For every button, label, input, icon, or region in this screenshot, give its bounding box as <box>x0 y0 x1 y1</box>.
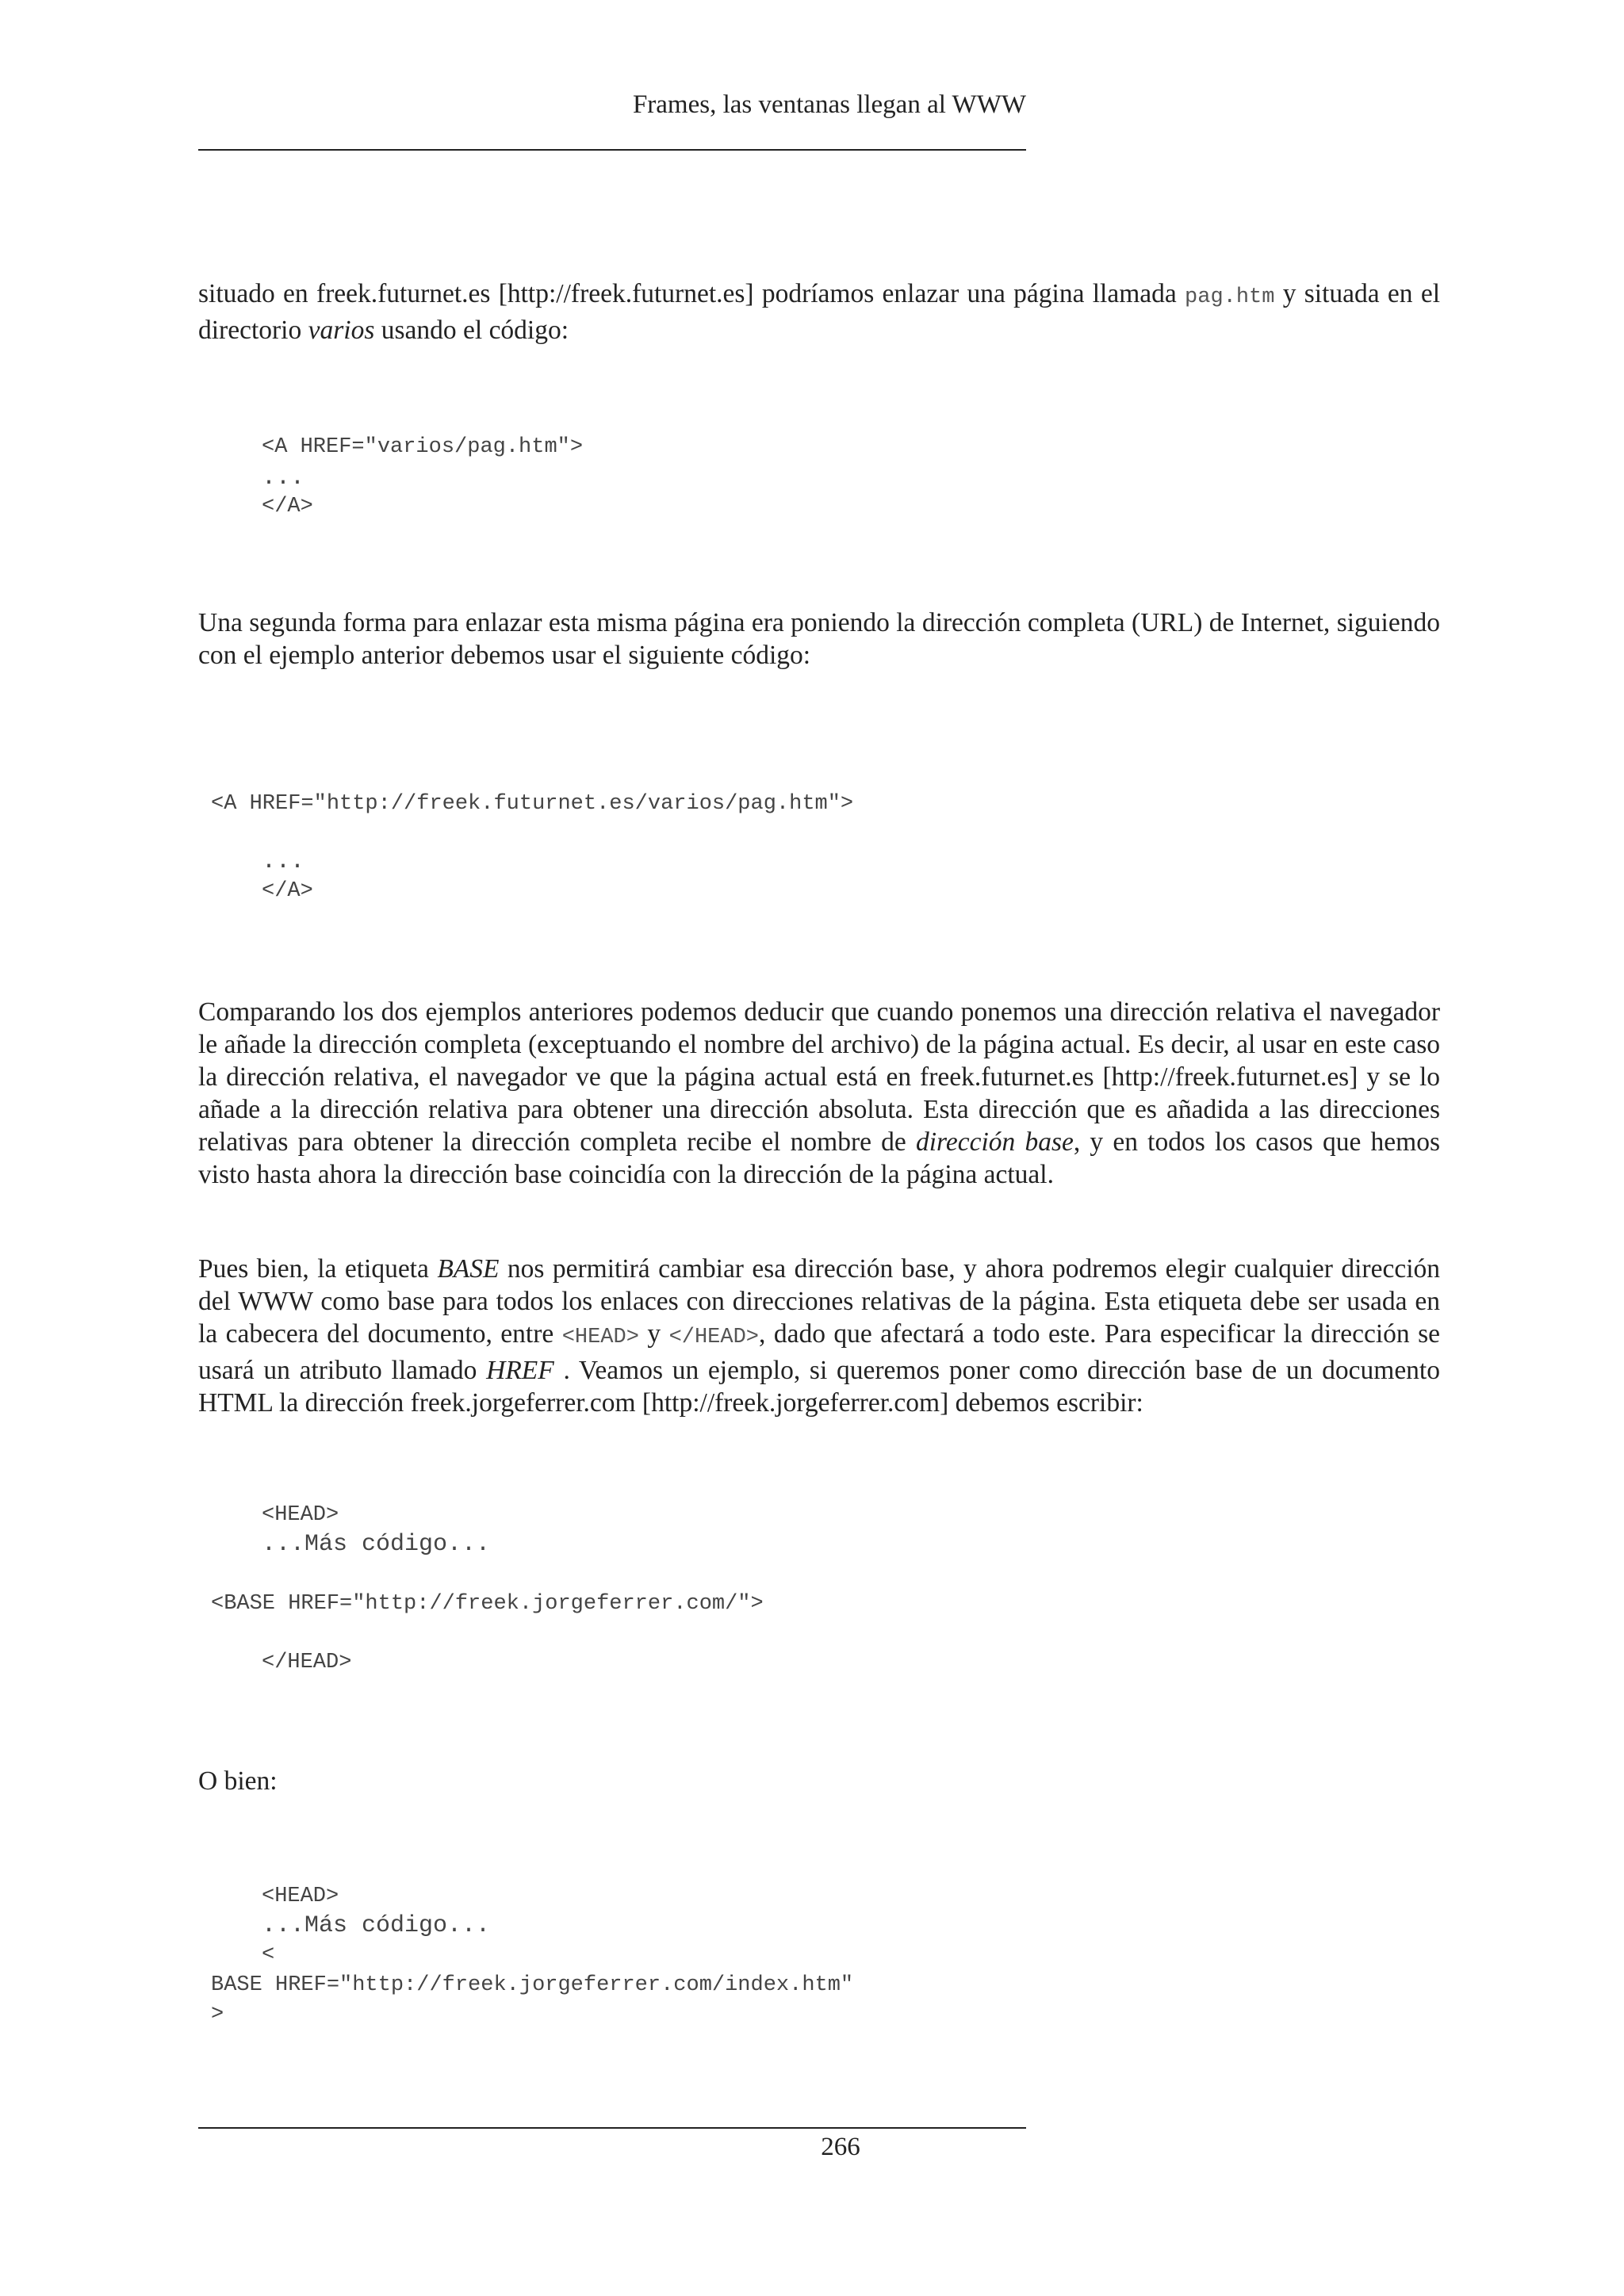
code-block-2-line-3: </A> <box>262 879 313 903</box>
paragraph-3 <box>198 996 1440 1191</box>
code-block-4-line-3: < <box>262 1943 275 1967</box>
inline-code-pag-htm: pag.htm <box>1185 285 1275 309</box>
paragraph-4-text-c: y <box>638 1319 669 1349</box>
paragraph-4-text-e: . Veamos un ejemplo, si queremos poner como dirección base de un documento HTML la dirección freek.jorgeferrer.com [http://freek.jorgeferrer.com] debemos escribir: <box>198 1356 1440 1418</box>
paragraph-1-text-b: y situada en el directorio <box>198 279 1441 345</box>
emphasis-base: BASE <box>437 1254 500 1284</box>
code-block-3-line-2: ...Más código... <box>262 1531 491 1558</box>
code-block-1-line-2: ... <box>262 465 305 492</box>
paragraph-5: O bien: <box>198 1766 278 1796</box>
paragraph-4-text-d: , dado que afectará a todo este. Para especificar la dirección se usará un atributo llamado <box>198 1319 1441 1385</box>
paragraph-4-text-a: Pues bien, la etiqueta <box>198 1254 438 1284</box>
paragraph-4 <box>198 1253 1440 1419</box>
code-block-3-line-4: </HEAD> <box>262 1651 352 1674</box>
code-block-2-line-1: <A HREF="http://freek.futurnet.es/varios/pag.htm"> <box>211 792 854 816</box>
footer-rule <box>198 2127 1026 2129</box>
inline-code-head-close: </HEAD> <box>668 1326 759 1349</box>
code-block-3-line-1: <HEAD> <box>262 1503 339 1527</box>
header-rule <box>198 149 1026 151</box>
code-block-4-line-5: > <box>211 2003 224 2026</box>
running-header-title: Frames, las ventanas llegan al WWW <box>632 90 1026 119</box>
paragraph-1-text-a: situado en freek.futurnet.es [http://freek.futurnet.es] podríamos enlazar una página llamada <box>198 279 1185 308</box>
paragraph-4-text-b: nos permitirá cambiar esa dirección base, y ahora podremos elegir cualquier dirección del WWW como base para todos los enlaces con direcciones relativas de la página. Esta etiqueta debe ser usada en la cabecera del documento, entre <box>198 1254 1440 1349</box>
code-block-4-line-1: <HEAD> <box>262 1885 339 1908</box>
code-block-4-line-2: ...Más código... <box>262 1912 491 1939</box>
inline-code-head-open: <HEAD> <box>561 1326 639 1349</box>
paragraph-1-text-c: usando el código: <box>374 316 569 345</box>
paragraph-3-text-a: Comparando los dos ejemplos anteriores podemos deducir que cuando ponemos una dirección relativa el navegador le añade la dirección completa (exceptuando el nombre del archivo) de la página actual. Es decir, al usar en este caso la dirección relativa, el navegador ve que la página actual está en freek.futurnet.es [http://freek.futurnet.es] y se lo añade a la dirección relativa para obtener una dirección absoluta. Esta dirección que es añadida a las direcciones relativas para obtener la dirección completa recibe el nombre de <box>198 997 1440 1157</box>
page-number: 266 <box>821 2133 860 2161</box>
paragraph-3-text-b: , y en todos los casos que hemos visto hasta ahora la dirección base coincidía con la dirección de la página actual. <box>198 1127 1440 1189</box>
code-block-3-line-3: <BASE HREF="http://freek.jorgeferrer.com/"> <box>211 1592 764 1616</box>
emphasis-varios: varios <box>308 316 375 345</box>
code-block-1-line-3: </A> <box>262 495 313 519</box>
code-block-2-line-2: ... <box>262 848 305 875</box>
code-block-4-line-4: BASE HREF="http://freek.jorgeferrer.com/index.htm" <box>211 1973 854 1997</box>
code-block-1-line-1: <A HREF="varios/pag.htm"> <box>262 435 584 459</box>
paragraph-2: Una segunda forma para enlazar esta misma página era poniendo la dirección completa (URL) de Internet, siguiendo con el ejemplo anterior debemos usar el siguiente código: <box>198 608 1440 670</box>
emphasis-direccion-base: dirección base <box>915 1127 1074 1157</box>
emphasis-href: HREF <box>486 1356 554 1385</box>
paragraph-1 <box>198 277 1440 346</box>
